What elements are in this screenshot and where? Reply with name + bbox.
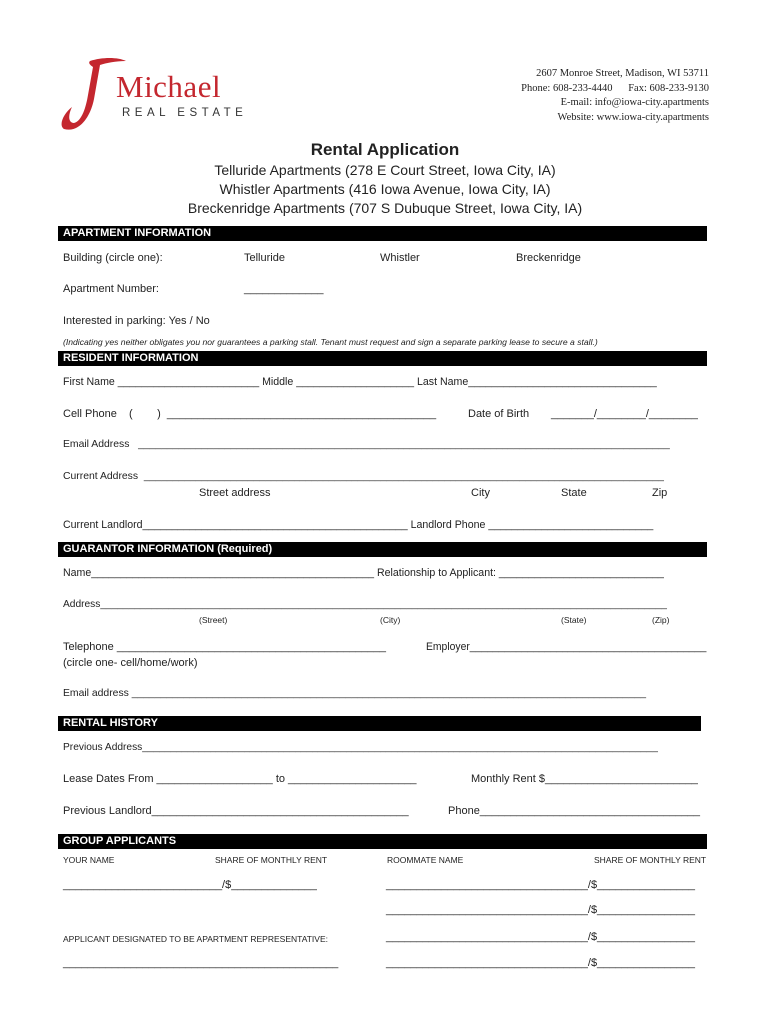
your-name-share-field[interactable]: __________________________/$______________ xyxy=(63,879,317,891)
roommate-row[interactable]: _________________________________/$________________ xyxy=(386,879,695,891)
dob-label: Date of Birth xyxy=(468,408,530,420)
section-header-guarantor: GUARANTOR INFORMATION (Required) xyxy=(58,542,707,557)
section-header-apartment: APARTMENT INFORMATION xyxy=(58,226,707,241)
contact-block xyxy=(521,67,709,125)
property-address: (707 S Dubuque Street, Iowa City, IA) xyxy=(345,200,583,216)
current-landlord-row[interactable]: Current Landlord_____________________________________________ Landlord Phone ____________________________ xyxy=(63,519,654,531)
dob-field[interactable]: _______/________/________ xyxy=(551,408,698,420)
state-caption: State xyxy=(561,487,587,499)
guarantor-zip-caption: (Zip) xyxy=(652,615,670,625)
phone-type-options[interactable]: (circle one- cell/home/work) xyxy=(63,657,198,669)
roommate-name-column-header: ROOMMATE NAME xyxy=(387,855,464,865)
building-option-breckenridge[interactable]: Breckenridge xyxy=(516,252,581,264)
cell-phone-field[interactable]: Cell Phone ( ) ____________________________________________ xyxy=(63,408,437,420)
lease-dates-field[interactable]: Lease Dates From ___________________ to _____________________ xyxy=(63,773,417,785)
guarantor-street-caption: (Street) xyxy=(199,615,228,625)
city-caption: City xyxy=(471,487,490,499)
roommate-row[interactable]: _________________________________/$________________ xyxy=(386,957,695,969)
section-header-rental: RENTAL HISTORY xyxy=(58,716,701,731)
contact-email: E-mail: info@iowa-city.apartments xyxy=(560,97,709,108)
representative-label: APPLICANT DESIGNATED TO BE APARTMENT REPRESENTATIVE: xyxy=(63,934,328,944)
logo-sub: REAL ESTATE xyxy=(122,107,248,119)
contact-address: 2607 Monroe Street, Madison, WI 53711 xyxy=(536,68,709,79)
parking-question[interactable]: Interested in parking: Yes / No xyxy=(63,315,210,327)
contact-phone: Phone: 608-233-4440 Fax: 608-233-9130 xyxy=(521,82,709,94)
roommate-row[interactable]: _________________________________/$________________ xyxy=(386,931,695,943)
contact-website: Website: www.iowa-city.apartments xyxy=(557,111,709,123)
representative-field[interactable]: _____________________________________________ xyxy=(63,957,339,969)
previous-address-field[interactable]: Previous Address___________________________________________________________________________________________ xyxy=(63,742,658,753)
building-option-telluride[interactable]: Telluride xyxy=(244,252,285,264)
page-title: Rental Application xyxy=(310,140,460,159)
previous-landlord-field[interactable]: Previous Landlord__________________________________________ xyxy=(63,805,409,817)
property-line xyxy=(0,181,770,197)
apartment-number-label: Apartment Number: xyxy=(63,283,159,295)
previous-landlord-phone-field[interactable]: Phone____________________________________ xyxy=(448,805,701,817)
guarantor-name-row[interactable]: Name________________________________________________ Relationship to Applicant: ____________________________ xyxy=(63,567,664,579)
property-address: (278 E Court Street, Iowa City, IA) xyxy=(341,162,556,178)
monthly-rent-field[interactable]: Monthly Rent $_________________________ xyxy=(471,773,698,785)
building-option-whistler[interactable]: Whistler xyxy=(380,252,420,264)
property-name: Whistler Apartments xyxy=(219,181,345,197)
share-column-header: SHARE OF MONTHLY RENT xyxy=(215,855,328,865)
guarantor-city-caption: (City) xyxy=(380,615,401,625)
company-logo xyxy=(60,55,250,135)
apartment-number-field[interactable]: _____________ xyxy=(244,283,324,295)
logo-name: Michael xyxy=(116,69,222,104)
guarantor-employer-field[interactable]: Employer_________________________________________ xyxy=(426,641,707,653)
resident-email-field[interactable]: Email Address ____________________________________________________________________________________________ xyxy=(63,439,670,450)
parking-note: (Indicating yes neither obligates you nor guarantees a parking stall. Tenant must request and sign a separate parking lease to secure a stall.) xyxy=(63,337,598,347)
roommate-share-column-header: SHARE OF MONTHLY RENT xyxy=(594,855,707,865)
section-header-group: GROUP APPLICANTS xyxy=(58,834,707,849)
guarantor-address-field[interactable]: Address____________________________________________________________________________________________________ xyxy=(63,599,667,610)
building-label: Building (circle one): xyxy=(63,252,163,264)
current-address-field[interactable]: Current Address __________________________________________________________________________________________ xyxy=(63,471,664,482)
your-name-column-header: YOUR NAME xyxy=(63,855,115,865)
street-address-caption: Street address xyxy=(199,487,271,499)
zip-caption: Zip xyxy=(652,487,668,499)
guarantor-telephone-field[interactable]: Telephone ____________________________________________ xyxy=(63,641,387,653)
roommate-row[interactable]: _________________________________/$________________ xyxy=(386,904,695,916)
property-name: Breckenridge Apartments xyxy=(187,200,346,216)
property-name: Telluride Apartments xyxy=(214,162,342,178)
guarantor-email-field[interactable]: Email address _________________________________________________________________________________________ xyxy=(63,688,647,699)
property-address: (416 Iowa Avenue, Iowa City, IA) xyxy=(344,181,551,197)
resident-name-row[interactable]: First Name ________________________ Middle ____________________ Last Name________________________________ xyxy=(63,376,657,388)
property-line xyxy=(0,200,770,216)
guarantor-state-caption: (State) xyxy=(561,615,587,625)
section-header-resident: RESIDENT INFORMATION xyxy=(58,351,707,366)
property-line xyxy=(0,162,770,178)
